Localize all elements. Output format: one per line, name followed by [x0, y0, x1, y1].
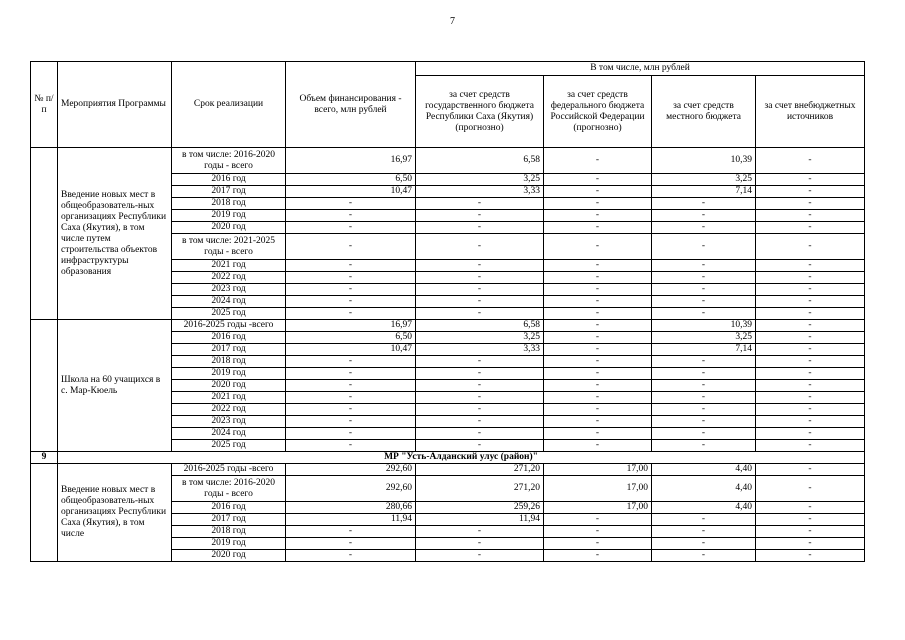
- republic-cell: -: [416, 538, 544, 550]
- federal-cell: -: [544, 234, 652, 260]
- local-cell: -: [652, 404, 756, 416]
- extra-cell: -: [756, 148, 865, 174]
- extra-cell: -: [756, 344, 865, 356]
- total-cell: -: [286, 404, 416, 416]
- federal-cell: -: [544, 320, 652, 332]
- total-cell: -: [286, 538, 416, 550]
- local-cell: 10,39: [652, 148, 756, 174]
- event-description: Введение новых мест в общеобразователь-ных организациях Республики Саха (Якутия), в том числе путем строительства объектов инфраструктуры образования: [58, 148, 172, 320]
- local-cell: 4,40: [652, 502, 756, 514]
- header-federal: за счет средств федерального бюджета Российской Федерации (прогнозно): [544, 76, 652, 148]
- republic-cell: 6,58: [416, 148, 544, 174]
- federal-cell: -: [544, 368, 652, 380]
- extra-cell: -: [756, 476, 865, 502]
- header-group: В том числе, млн рублей: [416, 62, 865, 76]
- republic-cell: 3,33: [416, 344, 544, 356]
- republic-cell: -: [416, 284, 544, 296]
- extra-cell: -: [756, 514, 865, 526]
- period-cell: 2016-2025 годы -всего: [172, 464, 286, 476]
- period-cell: 2020 год: [172, 380, 286, 392]
- republic-cell: -: [416, 440, 544, 452]
- total-cell: 6,50: [286, 332, 416, 344]
- extra-cell: -: [756, 174, 865, 186]
- federal-cell: -: [544, 416, 652, 428]
- republic-cell: -: [416, 368, 544, 380]
- local-cell: -: [652, 198, 756, 210]
- total-cell: 16,97: [286, 148, 416, 174]
- republic-cell: -: [416, 222, 544, 234]
- extra-cell: -: [756, 550, 865, 562]
- extra-cell: -: [756, 234, 865, 260]
- event-description: Введение новых мест в общеобразователь-ных организациях Республики Саха (Якутия), в том числе: [58, 464, 172, 562]
- period-cell: 2020 год: [172, 550, 286, 562]
- extra-cell: -: [756, 210, 865, 222]
- extra-cell: -: [756, 186, 865, 198]
- period-cell: 2022 год: [172, 404, 286, 416]
- republic-cell: -: [416, 404, 544, 416]
- republic-cell: 3,25: [416, 332, 544, 344]
- period-cell: 2016 год: [172, 502, 286, 514]
- total-cell: 292,60: [286, 464, 416, 476]
- period-cell: 2025 год: [172, 308, 286, 320]
- republic-cell: 11,94: [416, 514, 544, 526]
- extra-cell: -: [756, 428, 865, 440]
- extra-cell: -: [756, 464, 865, 476]
- period-cell: 2023 год: [172, 284, 286, 296]
- federal-cell: -: [544, 392, 652, 404]
- period-cell: 2017 год: [172, 344, 286, 356]
- local-cell: -: [652, 260, 756, 272]
- federal-cell: -: [544, 148, 652, 174]
- extra-cell: -: [756, 380, 865, 392]
- period-cell: 2016 год: [172, 174, 286, 186]
- period-cell: 2022 год: [172, 272, 286, 284]
- local-cell: -: [652, 234, 756, 260]
- republic-cell: -: [416, 526, 544, 538]
- total-cell: -: [286, 234, 416, 260]
- local-cell: -: [652, 416, 756, 428]
- federal-cell: -: [544, 514, 652, 526]
- row-num-cell: [31, 320, 58, 452]
- local-cell: -: [652, 272, 756, 284]
- republic-cell: -: [416, 234, 544, 260]
- total-cell: 6,50: [286, 174, 416, 186]
- republic-cell: -: [416, 296, 544, 308]
- period-cell: в том числе: 2016-2020 годы - всего: [172, 148, 286, 174]
- period-cell: 2016-2025 годы -всего: [172, 320, 286, 332]
- total-cell: -: [286, 222, 416, 234]
- total-cell: -: [286, 368, 416, 380]
- federal-cell: -: [544, 222, 652, 234]
- period-cell: в том числе: 2021-2025 годы - всего: [172, 234, 286, 260]
- extra-cell: -: [756, 284, 865, 296]
- total-cell: -: [286, 198, 416, 210]
- period-cell: 2023 год: [172, 416, 286, 428]
- republic-cell: -: [416, 308, 544, 320]
- period-cell: 2025 год: [172, 440, 286, 452]
- local-cell: -: [652, 514, 756, 526]
- header-period: Срок реализации: [172, 62, 286, 148]
- total-cell: -: [286, 440, 416, 452]
- extra-cell: -: [756, 260, 865, 272]
- total-cell: -: [286, 526, 416, 538]
- local-cell: -: [652, 296, 756, 308]
- total-cell: -: [286, 296, 416, 308]
- local-cell: -: [652, 222, 756, 234]
- period-cell: 2019 год: [172, 368, 286, 380]
- republic-cell: -: [416, 356, 544, 368]
- local-cell: -: [652, 308, 756, 320]
- federal-cell: -: [544, 440, 652, 452]
- republic-cell: 3,33: [416, 186, 544, 198]
- local-cell: 7,14: [652, 186, 756, 198]
- republic-cell: -: [416, 428, 544, 440]
- period-cell: 2018 год: [172, 526, 286, 538]
- federal-cell: 17,00: [544, 476, 652, 502]
- total-cell: -: [286, 550, 416, 562]
- republic-cell: 271,20: [416, 464, 544, 476]
- total-cell: 10,47: [286, 344, 416, 356]
- page-number: 7: [450, 16, 455, 27]
- extra-cell: -: [756, 320, 865, 332]
- republic-cell: -: [416, 272, 544, 284]
- section-number: 9: [31, 452, 58, 464]
- extra-cell: -: [756, 198, 865, 210]
- extra-cell: -: [756, 222, 865, 234]
- local-cell: -: [652, 284, 756, 296]
- local-cell: 4,40: [652, 476, 756, 502]
- period-cell: 2019 год: [172, 210, 286, 222]
- period-cell: 2024 год: [172, 428, 286, 440]
- federal-cell: -: [544, 272, 652, 284]
- period-cell: 2021 год: [172, 392, 286, 404]
- header-extra: за счет внебюджетных источников: [756, 76, 865, 148]
- period-cell: 2024 год: [172, 296, 286, 308]
- federal-cell: -: [544, 550, 652, 562]
- extra-cell: -: [756, 272, 865, 284]
- total-cell: -: [286, 392, 416, 404]
- local-cell: 3,25: [652, 174, 756, 186]
- republic-cell: -: [416, 380, 544, 392]
- extra-cell: -: [756, 356, 865, 368]
- local-cell: 3,25: [652, 332, 756, 344]
- federal-cell: -: [544, 308, 652, 320]
- extra-cell: -: [756, 440, 865, 452]
- local-cell: 7,14: [652, 344, 756, 356]
- federal-cell: -: [544, 344, 652, 356]
- federal-cell: -: [544, 332, 652, 344]
- federal-cell: -: [544, 526, 652, 538]
- local-cell: -: [652, 428, 756, 440]
- local-cell: -: [652, 538, 756, 550]
- row-num-cell: [31, 464, 58, 562]
- federal-cell: -: [544, 260, 652, 272]
- event-description: Школа на 60 учащихся в с. Мар-Кюель: [58, 320, 172, 452]
- period-cell: 2018 год: [172, 356, 286, 368]
- period-cell: 2017 год: [172, 514, 286, 526]
- federal-cell: -: [544, 284, 652, 296]
- header-republic: за счет средств государственного бюджета Республики Саха (Якутия) (прогнозно): [416, 76, 544, 148]
- total-cell: -: [286, 308, 416, 320]
- header-local: за счет средств местного бюджета: [652, 76, 756, 148]
- section-header-row: [31, 452, 865, 464]
- extra-cell: -: [756, 502, 865, 514]
- total-cell: -: [286, 260, 416, 272]
- total-cell: 292,60: [286, 476, 416, 502]
- local-cell: -: [652, 356, 756, 368]
- federal-cell: -: [544, 356, 652, 368]
- republic-cell: 271,20: [416, 476, 544, 502]
- period-cell: 2020 год: [172, 222, 286, 234]
- extra-cell: -: [756, 404, 865, 416]
- local-cell: -: [652, 210, 756, 222]
- section-title: МР "Усть-Алданский улус (район)": [58, 452, 865, 464]
- extra-cell: -: [756, 308, 865, 320]
- republic-cell: 3,25: [416, 174, 544, 186]
- header-total: Объем финансирования - всего, млн рублей: [286, 62, 416, 148]
- extra-cell: -: [756, 526, 865, 538]
- period-cell: 2016 год: [172, 332, 286, 344]
- total-cell: -: [286, 272, 416, 284]
- local-cell: 4,40: [652, 464, 756, 476]
- federal-cell: -: [544, 210, 652, 222]
- local-cell: -: [652, 368, 756, 380]
- total-cell: -: [286, 210, 416, 222]
- federal-cell: -: [544, 174, 652, 186]
- period-cell: 2017 год: [172, 186, 286, 198]
- federal-cell: -: [544, 186, 652, 198]
- extra-cell: -: [756, 416, 865, 428]
- table-row: [31, 464, 865, 476]
- total-cell: 10,47: [286, 186, 416, 198]
- federal-cell: -: [544, 538, 652, 550]
- row-num-cell: [31, 148, 58, 320]
- total-cell: 280,66: [286, 502, 416, 514]
- financing-table: [30, 61, 865, 562]
- republic-cell: -: [416, 550, 544, 562]
- extra-cell: -: [756, 332, 865, 344]
- local-cell: -: [652, 440, 756, 452]
- extra-cell: -: [756, 392, 865, 404]
- republic-cell: 6,58: [416, 320, 544, 332]
- total-cell: 16,97: [286, 320, 416, 332]
- local-cell: -: [652, 392, 756, 404]
- total-cell: -: [286, 356, 416, 368]
- republic-cell: -: [416, 198, 544, 210]
- total-cell: -: [286, 380, 416, 392]
- federal-cell: -: [544, 428, 652, 440]
- extra-cell: -: [756, 368, 865, 380]
- federal-cell: -: [544, 404, 652, 416]
- extra-cell: -: [756, 296, 865, 308]
- local-cell: -: [652, 550, 756, 562]
- total-cell: -: [286, 284, 416, 296]
- period-cell: в том числе: 2016-2020 годы - всего: [172, 476, 286, 502]
- federal-cell: -: [544, 380, 652, 392]
- period-cell: 2019 год: [172, 538, 286, 550]
- local-cell: -: [652, 380, 756, 392]
- republic-cell: 259,26: [416, 502, 544, 514]
- extra-cell: -: [756, 538, 865, 550]
- republic-cell: -: [416, 260, 544, 272]
- federal-cell: -: [544, 198, 652, 210]
- republic-cell: -: [416, 210, 544, 222]
- period-cell: 2021 год: [172, 260, 286, 272]
- federal-cell: 17,00: [544, 464, 652, 476]
- total-cell: -: [286, 416, 416, 428]
- table-row: [31, 148, 865, 174]
- republic-cell: -: [416, 416, 544, 428]
- total-cell: 11,94: [286, 514, 416, 526]
- header-num: № п/п: [31, 62, 58, 148]
- republic-cell: -: [416, 392, 544, 404]
- period-cell: 2018 год: [172, 198, 286, 210]
- table-row: [31, 320, 865, 332]
- total-cell: -: [286, 428, 416, 440]
- federal-cell: -: [544, 296, 652, 308]
- federal-cell: 17,00: [544, 502, 652, 514]
- local-cell: -: [652, 526, 756, 538]
- header-event: Мероприятия Программы: [58, 62, 172, 148]
- local-cell: 10,39: [652, 320, 756, 332]
